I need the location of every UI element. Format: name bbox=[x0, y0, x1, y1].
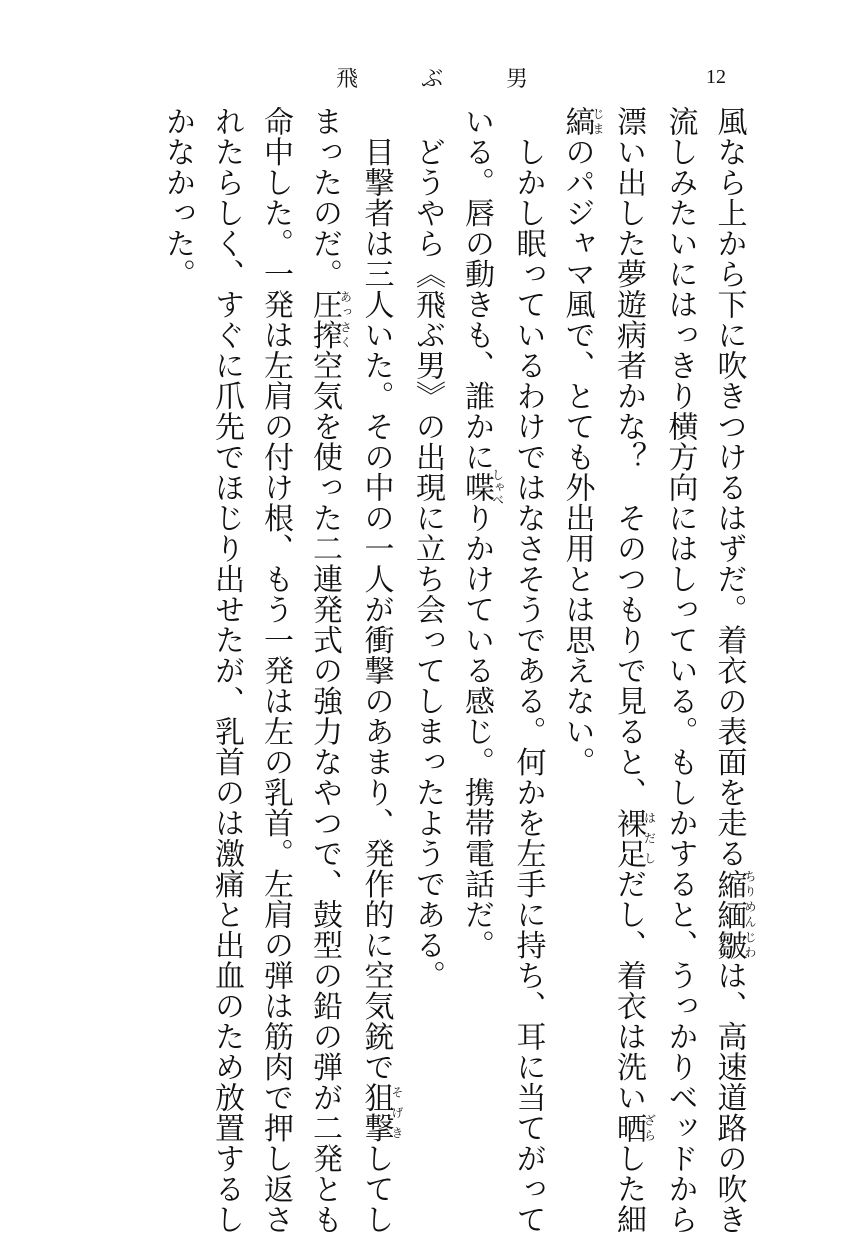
ruby-word: 裸足はだし bbox=[611, 807, 657, 869]
ruby-word: 縞じま bbox=[559, 106, 605, 137]
text-line: 風なら上から下に吹きつけるはずだ。着衣の表面を走る縮緬皺ちりめんじわは、高速道路の吹き bbox=[711, 106, 757, 1235]
paragraph-4 bbox=[153, 106, 404, 1235]
text-line: しかし眠っているわけではなさそうである。何かを左手に持ち、耳に当てがって bbox=[510, 106, 546, 1235]
text-line: 流しみたいにはっきり横方向にはしっている。もしかすると、うっかりベッドから bbox=[662, 106, 698, 1235]
text-line: どうやら《飛ぶ男》の出現に立ち会ってしまったようである。 bbox=[410, 106, 445, 991]
paragraph-1 bbox=[553, 106, 757, 1235]
ruby-word: 縮緬皺ちりめんじわ bbox=[711, 868, 757, 960]
text-line: まったのだ。圧搾あっさく空気を使った二連発式の強力なやつで、鼓型の鉛の弾が二発とも bbox=[307, 106, 353, 1235]
ruby-word: 晒ざら bbox=[611, 1112, 657, 1143]
ruby-word: 圧搾あっさく bbox=[307, 289, 353, 350]
running-title: 飛 ぶ 男 bbox=[336, 67, 556, 92]
text-line: 命中した。一発は左肩の付け根、もう一発は左の乳首。左肩の弾は筋肉で押し返さ bbox=[258, 106, 293, 1235]
text-line: れたらしく、すぐに爪先でほじり出せたが、乳首のは激痛と出血のため放置するし bbox=[209, 106, 244, 1235]
page-number: 12 bbox=[706, 66, 726, 88]
text-line: 目撃者は三人いた。その中の一人が衝撃のあまり、発作的に空気銃で狙撃そげきしてし bbox=[358, 106, 404, 1235]
paragraph-3 bbox=[403, 106, 452, 1116]
paragraph-2 bbox=[452, 106, 553, 1235]
text-line: 縞じまのパジャマ風で、とても外出用とは思えない。 bbox=[559, 106, 605, 777]
ruby-word: 喋しゃべ bbox=[459, 468, 505, 506]
text-line: いる。唇の動きも、誰かに喋しゃべりかけている感じ。携帯電話だ。 bbox=[459, 106, 505, 960]
text-line: 漂い出した夢遊病者かな？ そのつもりで見ると、裸足はだしだし、着衣は洗い晒ざらした細 bbox=[611, 106, 657, 1235]
vertical-body-text bbox=[96, 106, 757, 1235]
text-line: かなかった。 bbox=[160, 106, 195, 289]
ruby-word: 狙撃そげき bbox=[358, 1082, 404, 1143]
